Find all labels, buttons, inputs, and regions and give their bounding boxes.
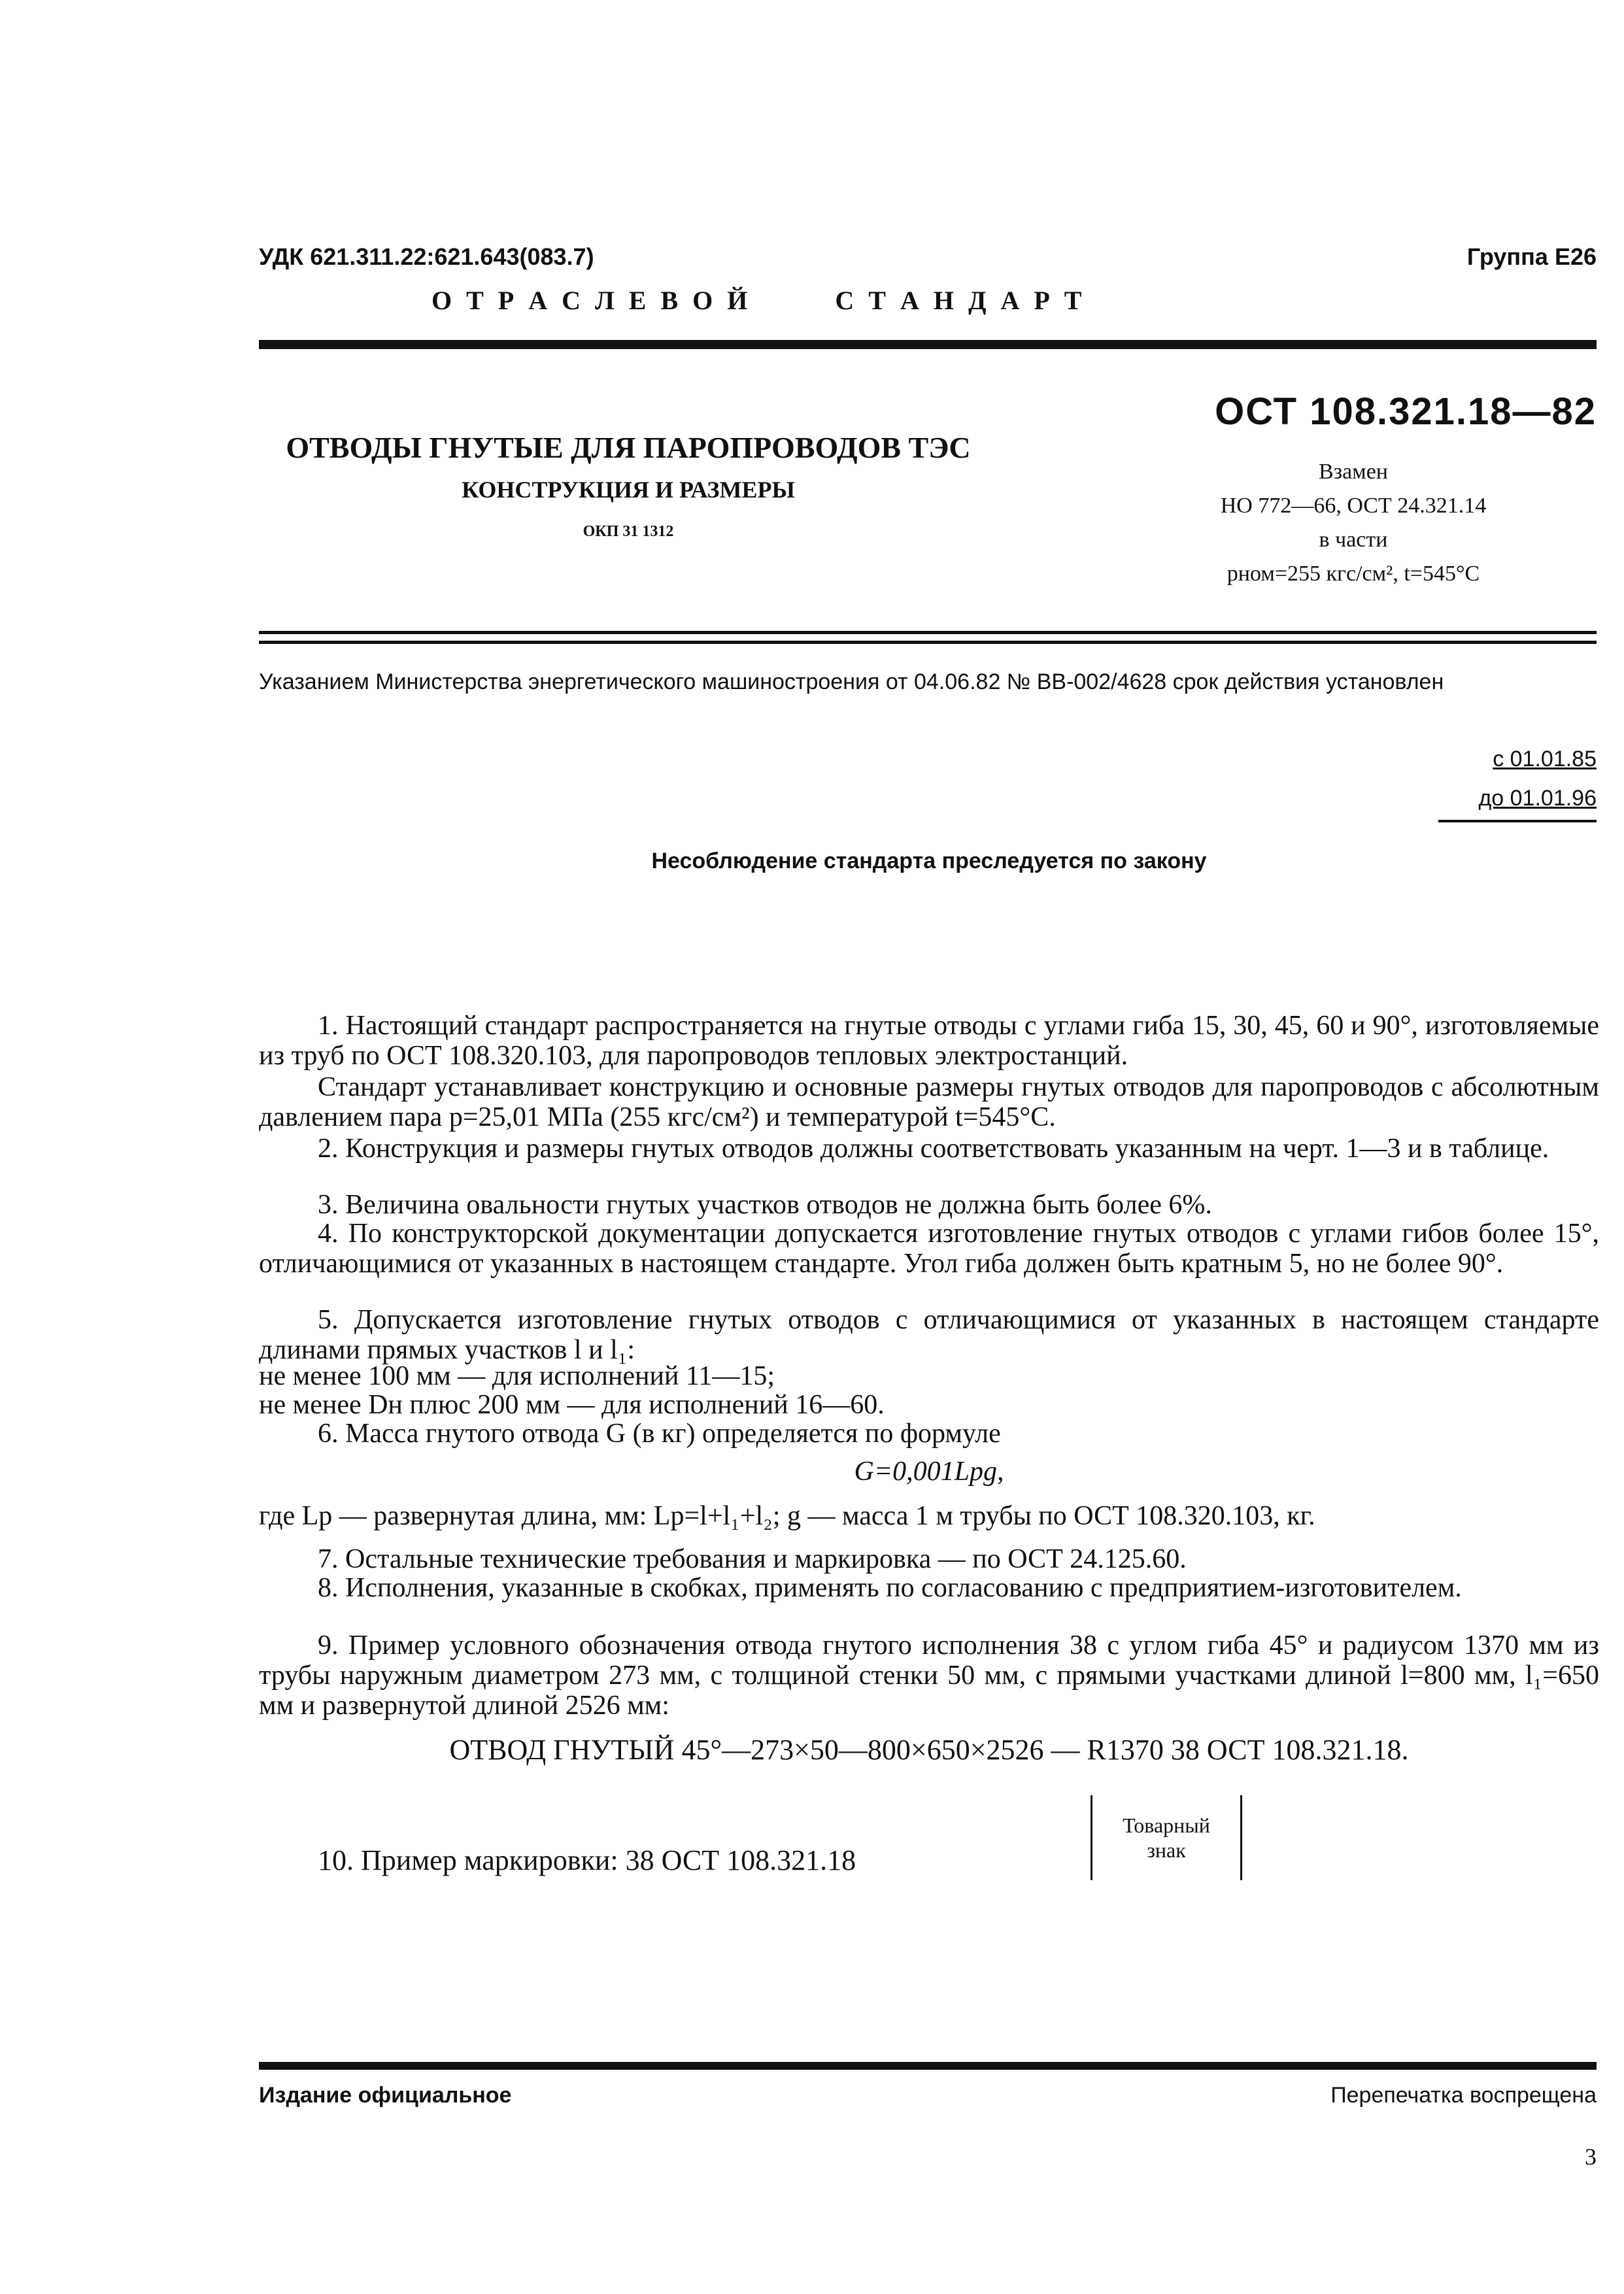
page-number: 3 — [1585, 2144, 1597, 2170]
designation-example: ОТВОД ГНУТЫЙ 45°—273×50—800×650×2526 — R1370 38 ОСТ 108.321.18. — [449, 1734, 1409, 1766]
official-edition: Издание официальное — [259, 2083, 512, 2108]
validity-from: с 01.01.85 — [1493, 747, 1597, 771]
paragraph-7: 7. Остальные технические требования и маркировка — по ОСТ 24.125.60. — [318, 1544, 1187, 1574]
paragraph-1: 1. Настоящий стандарт распространяется на гнутые отводы с углами гиба 15, 30, 45, 60 и 90°, изготовляемые из труб по ОСТ 108.320.103, для паропроводов тепловых электростанций. — [259, 1011, 1599, 1071]
paragraph-10: 10. Пример маркировки: 38 ОСТ 108.321.18 — [318, 1844, 856, 1876]
document-category: О Т Р А С Л Е В О Й С Т А Н Д А Р Т — [431, 286, 1086, 315]
replaces-label: Взамен — [1318, 460, 1388, 484]
document-subtitle: КОНСТРУКЦИЯ И РАЗМЕРЫ — [462, 477, 795, 503]
paragraph-5a: не менее 100 мм — для исполнений 11—15; — [259, 1361, 775, 1391]
paragraph-8: 8. Исполнения, указанные в скобках, применять по согласованию с предприятием-изготовителем. — [318, 1573, 1462, 1603]
paragraph-5: 5. Допускается изготовление гнутых отводов с отличающимися от указанных в настоящем стандарте длинами прямых участков l и l₁: — [259, 1305, 1599, 1365]
validity-rule — [1438, 820, 1597, 822]
validity-to: до 01.01.96 — [1478, 786, 1597, 811]
header-rule — [259, 340, 1597, 349]
validity-decree: Указанием Министерства энергетического машиностроения от 04.06.82 № ВВ-002/4628 срок действия установлен — [259, 669, 1444, 694]
paragraph-4: 4. По конструкторской документации допускается изготовление гнутых отводов с углами гибов более 15°, отличающимися от указанных в настоящем стандарте. Угол гиба должен быть кратным 5, но не более 90°. — [259, 1219, 1599, 1279]
replaces-block — [1190, 455, 1517, 591]
replaces-docs: НО 772—66, ОСТ 24.321.14 — [1220, 494, 1487, 518]
paragraph-6b: где Lp — развернутая длина, мм: Lp=l+l₁+l₂; g — масса 1 м трубы по ОСТ 108.320.103, кг. — [259, 1501, 1315, 1531]
mass-formula: G=0,001Lpg, — [854, 1457, 1004, 1487]
paragraph-1b: Стандарт устанавливает конструкцию и основные размеры гнутых отводов для паропроводов с абсолютным давлением пара p=25,01 МПа (255 кгс/см²) и температурой t=545°С. — [259, 1072, 1599, 1132]
trademark-box — [1091, 1795, 1242, 1880]
okp-code: ОКП 31 1312 — [583, 523, 674, 540]
title-rule-top — [259, 631, 1597, 634]
paragraph-2: 2. Конструкция и размеры гнутых отводов должны соответствовать указанным на черт. 1—3 и в таблице. — [318, 1134, 1549, 1164]
group-code: Группа Е26 — [1466, 243, 1597, 270]
paragraph-5b: не менее Dн плюс 200 мм — для исполнений 16—60. — [259, 1390, 885, 1420]
paragraph-6: 6. Масса гнутого отвода G (в кг) определяется по формуле — [318, 1419, 1001, 1449]
in-part-label: в части — [1319, 528, 1388, 552]
paragraph-3: 3. Величина овальности гнутых участков отводов не должна быть более 6%. — [318, 1190, 1212, 1220]
trademark-label: Товарный знак — [1123, 1813, 1210, 1862]
paragraph-9: 9. Пример условного обозначения отвода гнутого исполнения 38 с углом гиба 45° и радиусом 1370 мм из трубы наружным диаметром 273 мм, с толщиной стенки 50 мм, с прямыми участками длиной l=800 мм, l₁=650 мм и развернутой длиной 2526 мм: — [259, 1630, 1599, 1721]
law-notice: Несоблюдение стандарта преследуется по закону — [651, 849, 1207, 873]
document-title: ОТВОДЫ ГНУТЫЕ ДЛЯ ПАРОПРОВОДОВ ТЭС — [286, 431, 971, 464]
reprint-notice: Перепечатка воспрещена — [1330, 2083, 1597, 2108]
conditions: pном=255 кгс/см², t=545°С — [1226, 562, 1480, 586]
footer-rule — [259, 2062, 1597, 2070]
standard-number: ОСТ 108.321.18—82 — [1215, 390, 1597, 433]
title-rule-bottom — [259, 641, 1597, 644]
udk-code: УДК 621.311.22:621.643(083.7) — [259, 243, 594, 270]
